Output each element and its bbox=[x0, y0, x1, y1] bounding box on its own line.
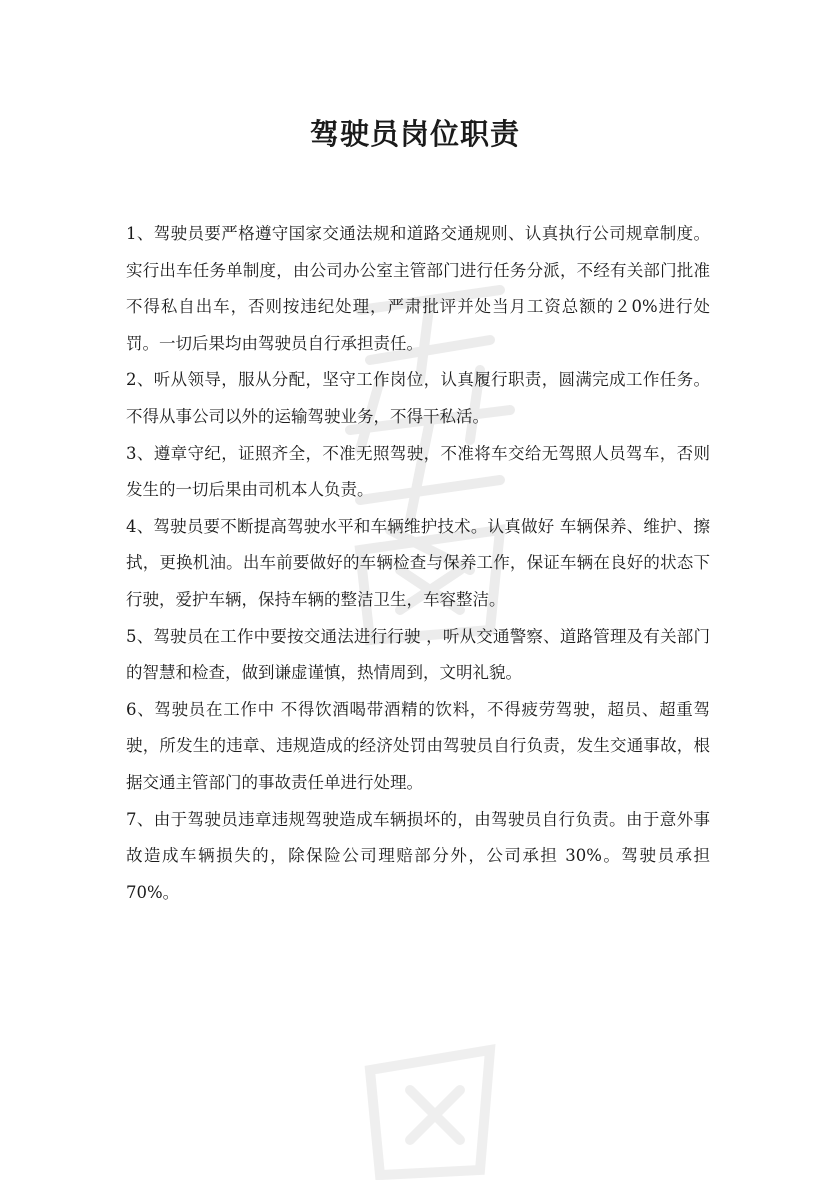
watermark-icon bbox=[330, 1040, 530, 1180]
paragraph-6: 6、驾驶员在工作中 不得饮酒喝带酒精的饮料，不得疲劳驾驶，超员、超重驾驶，所发生的违章、违规造成的经济处罚由驾驶员自行负责，发生交通事故，根据交通主管部门的事故责任单进行处理。 bbox=[126, 699, 710, 792]
paragraph-4: 4、驾驶员要不断提高驾驶水平和车辆维护技术。认真做好 车辆保养、维护、擦拭，更换机油。出车前要做好的车辆检查与保养工作，保证车辆在良好的状态下行驶，爱护车辆，保持车辆的整洁卫生，车容整洁。 bbox=[126, 516, 710, 609]
paragraph-3: 3、遵章守纪，证照齐全，不准无照驾驶，不准将车交给无驾照人员驾车，否则 发生的一切后果由司机本人负责。 bbox=[126, 443, 710, 500]
paragraph-5: 5、驾驶员在工作中要按交通法进行行驶 ，听从交通警察、道路管理及有关部门的智慧和检查，做到谦虚谨慎，热情周到，文明礼貌。 bbox=[126, 626, 710, 683]
page-title: 驾驶员岗位职责 bbox=[309, 117, 520, 151]
paragraph-7: 7、由于驾驶员违章违规驾驶造成车辆损坏的，由驾驶员自行负责。由于意外事故造成车辆损失的，除保险公司理赔部分外，公司承担 30%。驾驶员承担 70%。 bbox=[126, 809, 710, 902]
document-body bbox=[126, 216, 710, 911]
paragraph-1: 1、驾驶员要严格遵守国家交通法规和道路交通规则、认真执行公司规章制度。实行出车任务单制度，由公司办公室主管部门进行任务分派，不经有关部门批准不得私自出车，否则按违纪处理，严肃批评并处当月工资总额的２0%进行处罚。一切后果均由驾驶员自行承担责任。 bbox=[126, 224, 710, 353]
paragraph-2: 2、听从领导，服从分配，坚守工作岗位，认真履行职责，圆满完成工作任务。不得从事公司以外的运输驾驶业务，不得干私活。 bbox=[126, 370, 710, 426]
